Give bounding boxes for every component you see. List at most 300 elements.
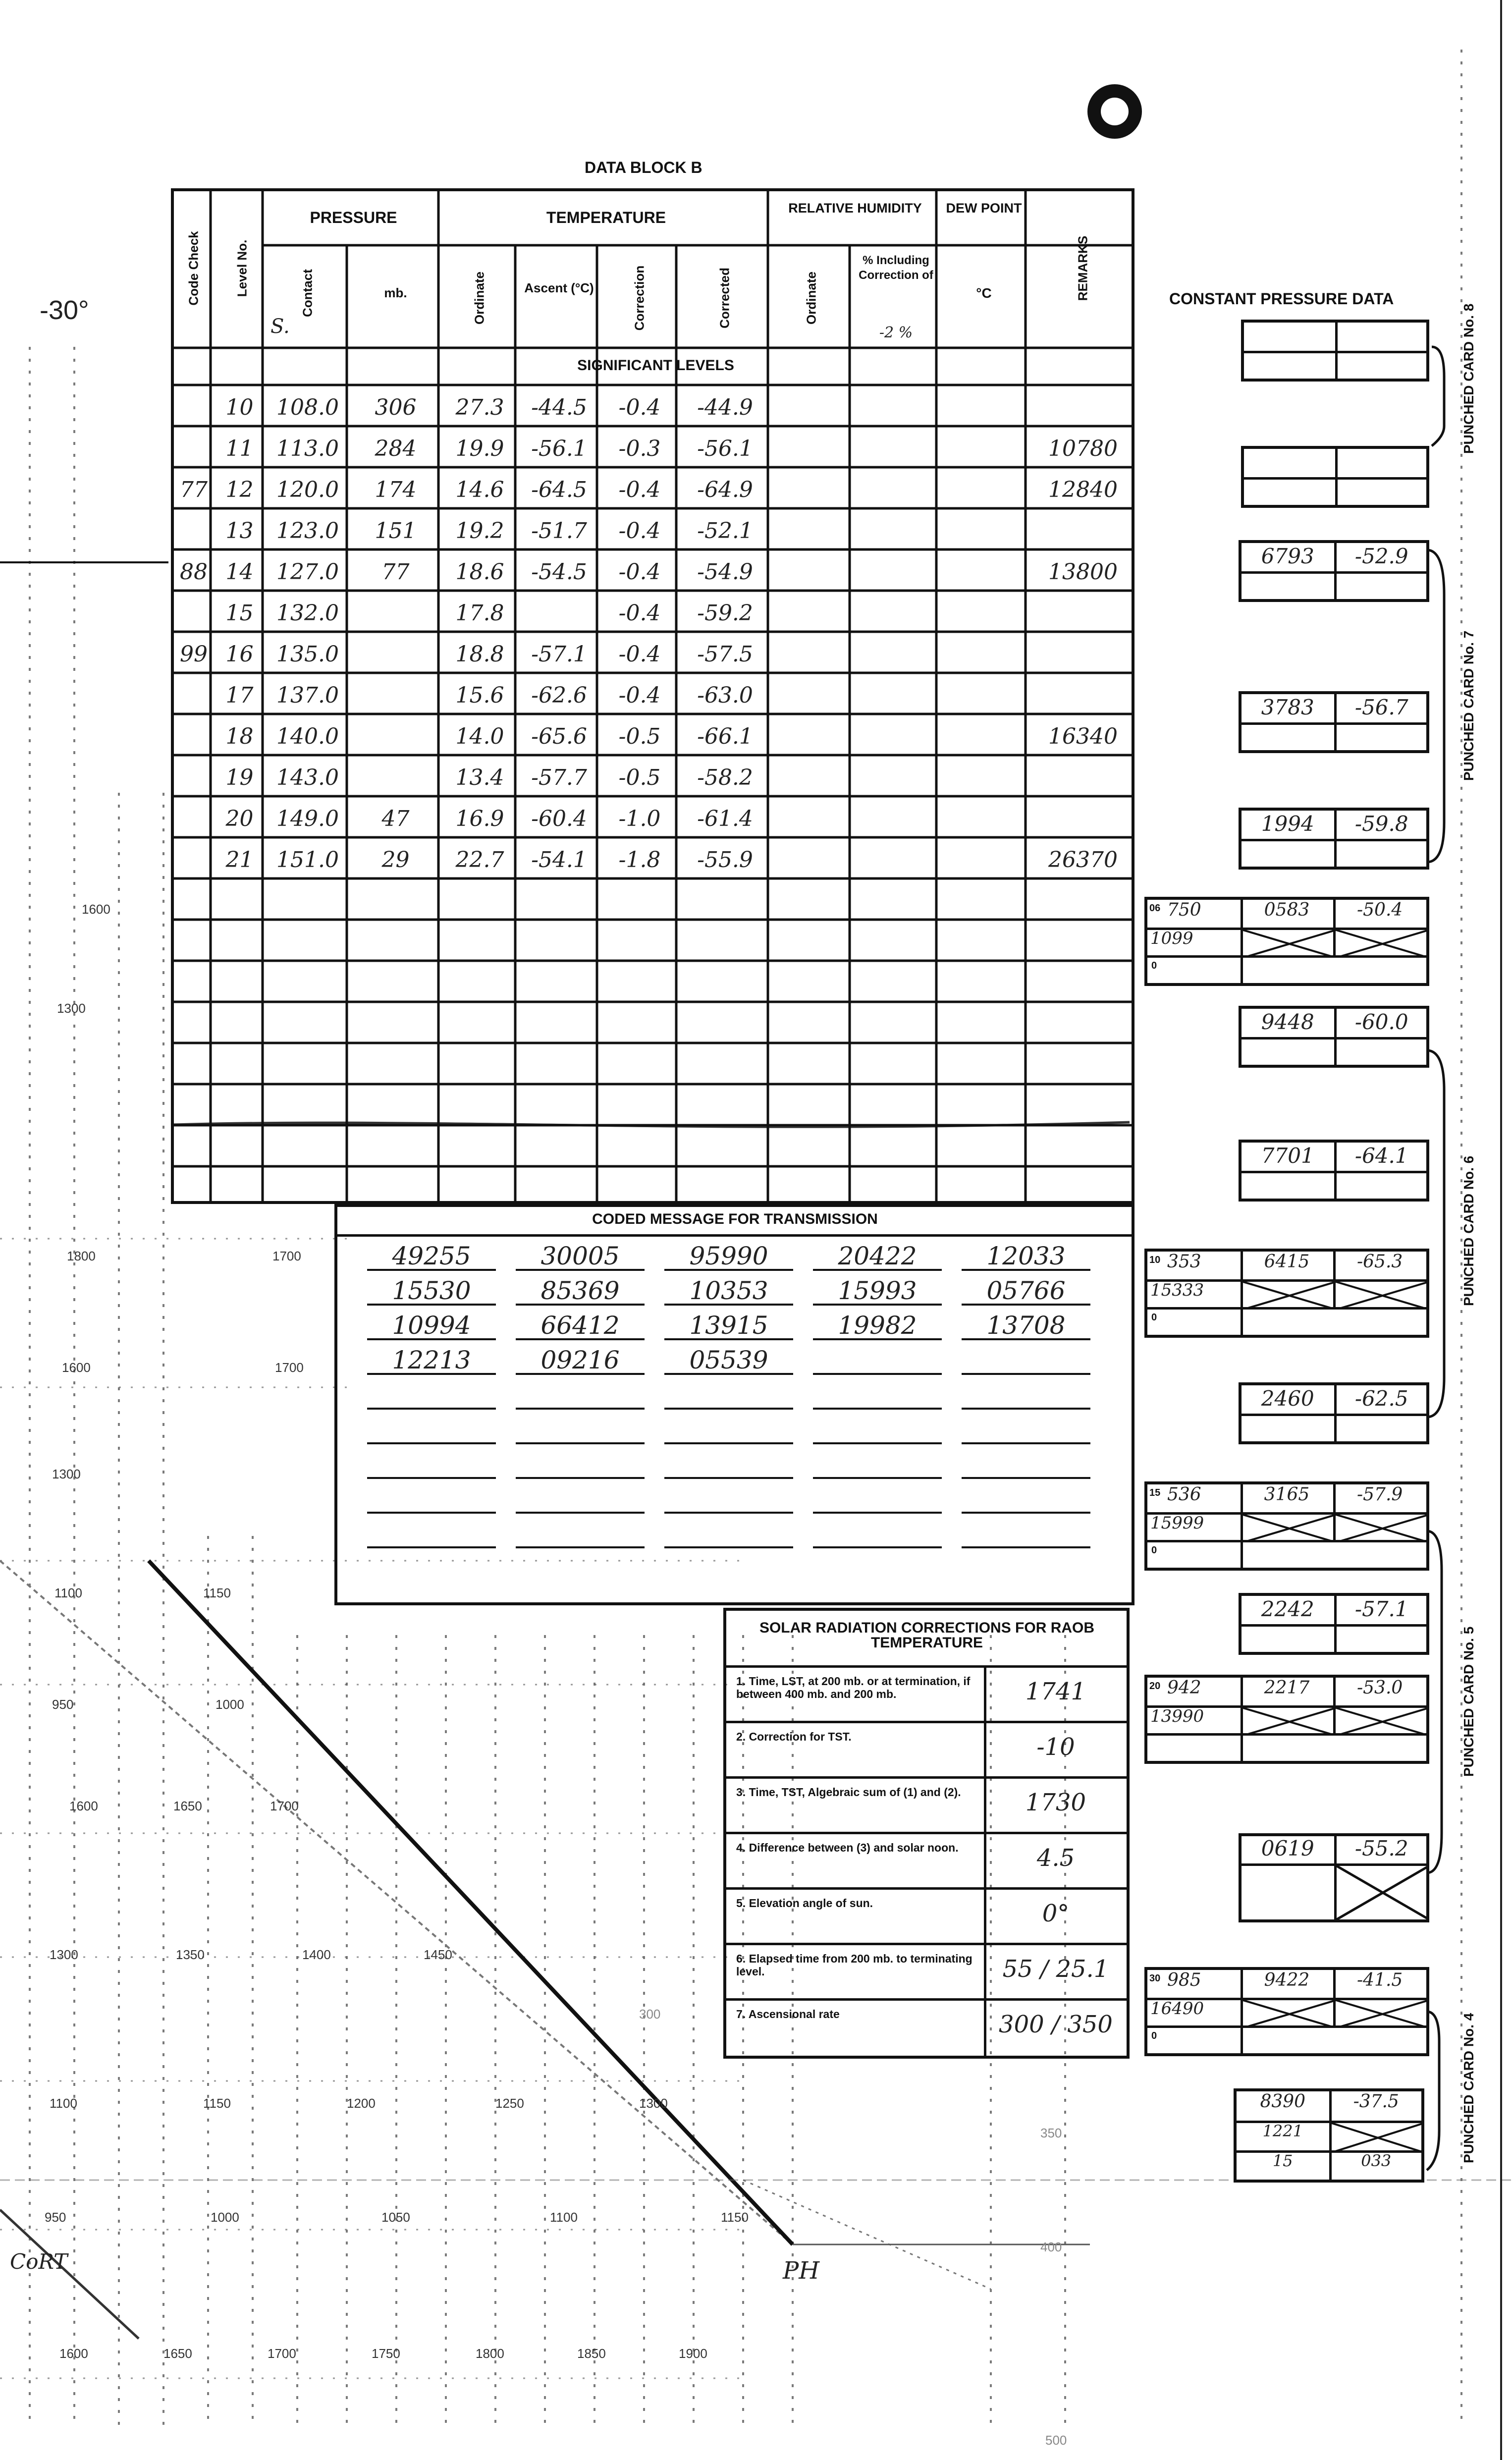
chart-tick: 1150 <box>203 1585 231 1600</box>
coded-line <box>367 1512 496 1514</box>
chart-tick: 1700 <box>268 2346 296 2361</box>
chart-tick: 1700 <box>270 1799 299 1813</box>
coded-line <box>367 1408 496 1410</box>
table-row <box>174 552 1137 594</box>
coded-group: 09216 <box>540 1346 620 1374</box>
cp-zero: 0 <box>1151 2030 1157 2041</box>
header-code-check: Code Check <box>186 231 201 306</box>
solar-row-label: 6. Elapsed time from 200 mb. to terminating level. <box>736 1952 972 1978</box>
chart-side-number: 400 <box>1040 2240 1062 2254</box>
constant-pressure-box <box>1239 1006 1429 1068</box>
table-row <box>174 840 1137 881</box>
cp-right-value: -56.7 <box>1354 695 1408 719</box>
cell-level: 10 <box>225 395 254 420</box>
cp-cross-icon <box>1243 930 1429 958</box>
cell-ordinate: 18.6 <box>455 559 504 585</box>
constant-pressure-title: CONSTANT PRESSURE DATA <box>1169 290 1394 308</box>
header-corrected: Corrected <box>717 268 732 328</box>
cell-level: 13 <box>225 518 254 544</box>
chart-tick: 1250 <box>495 2096 524 2111</box>
cell-corrected: -56.1 <box>697 436 753 461</box>
coded-line <box>813 1477 942 1479</box>
cell-ordinate: 13.4 <box>455 765 504 790</box>
chart-tick: 1700 <box>272 1249 301 1263</box>
cell-contact: 132.0 <box>276 601 339 626</box>
cell-level: 11 <box>225 436 254 461</box>
cell-ascent: -65.6 <box>531 724 587 749</box>
chart-tick: 1100 <box>550 2210 578 2225</box>
chart-tick: 1900 <box>679 2346 707 2361</box>
coded-group: 13915 <box>689 1311 768 1340</box>
cell-contact: 108.0 <box>276 395 339 420</box>
cell-corrected: -64.9 <box>697 477 753 502</box>
coded-line <box>962 1512 1090 1514</box>
solar-row <box>726 1832 1127 1887</box>
chart-tick: 1350 <box>176 1947 205 1962</box>
coded-group: 05539 <box>689 1346 768 1374</box>
cp-sub-value: 16490 <box>1150 1999 1204 2019</box>
cell-corrected: -61.4 <box>697 806 753 831</box>
solar-row-value: 300 / 350 <box>999 2011 1113 2038</box>
chart-tick: 1050 <box>381 2210 410 2225</box>
coded-line <box>516 1512 645 1514</box>
coded-group: 12033 <box>986 1242 1066 1270</box>
cell-ascent: -60.4 <box>531 806 587 831</box>
cell-correction: -0.4 <box>618 642 661 667</box>
cell-contact: 113.0 <box>276 436 339 461</box>
chart-tick: 1300 <box>639 2096 668 2111</box>
header-rh-ordinate: Ordinate <box>804 272 819 325</box>
cell-corrected: -58.2 <box>697 765 753 790</box>
cp-left-value: 985 <box>1167 1970 1201 1990</box>
table-row <box>174 511 1137 552</box>
solar-row-value: 1730 <box>1025 1789 1086 1816</box>
coded-group: 20422 <box>838 1242 917 1270</box>
cp-code: 10 <box>1149 1255 1161 1265</box>
chart-tick: 1700 <box>275 1360 304 1375</box>
constant-pressure-box <box>1241 320 1429 382</box>
table-row <box>174 594 1137 635</box>
cell-level: 21 <box>225 847 254 873</box>
cell-correction: -0.4 <box>618 395 661 420</box>
punched-card-label-5: PUNCHED CARD No. 5 <box>1461 1626 1476 1777</box>
cell-ordinate: 27.3 <box>455 395 504 420</box>
cell-mb: 284 <box>375 436 417 461</box>
chart-tick: 1000 <box>211 2210 239 2225</box>
cell-mb: 77 <box>381 559 410 585</box>
coded-line <box>813 1546 942 1548</box>
cp-sub-value: 13990 <box>1150 1706 1204 1726</box>
coded-line <box>962 1442 1090 1444</box>
coded-line <box>962 1477 1090 1479</box>
data-block-title: DATA BLOCK B <box>585 159 702 176</box>
coded-group: 95990 <box>689 1242 768 1270</box>
solar-row-label: 2. Correction for TST. <box>736 1730 852 1743</box>
cp-cross-icon <box>1337 1866 1429 1919</box>
cell-ordinate: 18.8 <box>455 642 504 667</box>
cp-left-value: 2460 <box>1261 1386 1314 1411</box>
cell-corrected: -54.9 <box>697 559 753 585</box>
cp-divider-h <box>1242 1171 1426 1173</box>
cp-divider-h <box>1242 1414 1426 1416</box>
coded-line <box>516 1408 645 1410</box>
cell-ascent: -57.1 <box>531 642 587 667</box>
cell-corrected: -55.9 <box>697 847 753 873</box>
cp-divider-h <box>1244 351 1426 353</box>
cp-right-value: -57.9 <box>1356 1484 1403 1505</box>
coded-group: 05766 <box>986 1276 1066 1305</box>
header-pressure: PRESSURE <box>310 209 397 226</box>
chart-tick: 1000 <box>216 1697 244 1712</box>
cp-mid-value: 0583 <box>1264 900 1310 920</box>
cp-left-value: 353 <box>1167 1252 1201 1272</box>
header-contact: Contact <box>300 269 315 317</box>
cp-code: 20 <box>1149 1681 1161 1692</box>
coded-line <box>516 1442 645 1444</box>
chart-side-number: 300 <box>639 2007 661 2022</box>
table-row <box>174 758 1137 799</box>
coded-group: 13708 <box>986 1311 1066 1340</box>
solar-row <box>726 1943 1127 1998</box>
solar-row-value: 55 / 25.1 <box>1002 1955 1109 1983</box>
cell-mb: 29 <box>381 847 410 873</box>
cp-left-value: 536 <box>1167 1484 1201 1505</box>
cp-right-value: -52.9 <box>1354 544 1408 568</box>
header-ascent: Ascent (°C) <box>524 280 594 295</box>
constant-pressure-box <box>1144 1481 1429 1571</box>
cp-divider-h <box>1242 571 1426 574</box>
cell-contact: 151.0 <box>276 847 339 873</box>
chart-tick: 1150 <box>203 2096 231 2111</box>
cell-corrected: -63.0 <box>697 683 753 708</box>
chart-bottom-left-label: CoRT <box>10 2249 68 2274</box>
coded-group: 49255 <box>392 1242 471 1270</box>
chart-tick: 1800 <box>476 2346 504 2361</box>
cell-correction: -1.8 <box>618 847 661 873</box>
cell-correction: -0.4 <box>618 518 661 544</box>
solar-row-label: 7. Ascensional rate <box>736 2008 840 2021</box>
cp-left-value: 942 <box>1167 1678 1201 1698</box>
cell-correction: -0.5 <box>618 765 661 790</box>
cell-mb: 174 <box>375 477 417 502</box>
chart-tick: 1800 <box>67 1249 96 1263</box>
cell-remarks: 13800 <box>1048 559 1118 585</box>
coded-group: 12213 <box>392 1346 471 1374</box>
cp-mid-value: 3165 <box>1264 1484 1310 1505</box>
coded-group: 30005 <box>540 1242 620 1270</box>
cell-contact: 140.0 <box>276 724 339 749</box>
header-mb: mb. <box>384 285 407 300</box>
cp-right-value: -57.1 <box>1354 1596 1408 1621</box>
chart-top-temp-label: -30° <box>40 295 89 325</box>
coded-line <box>516 1477 645 1479</box>
cp-code: 06 <box>1149 903 1161 914</box>
cell-contact: 127.0 <box>276 559 339 585</box>
coded-line <box>367 1546 496 1548</box>
cp-left-value: 2242 <box>1261 1596 1314 1621</box>
contact-prefix: S. <box>270 315 290 338</box>
coded-line <box>367 1477 496 1479</box>
coded-line <box>962 1373 1090 1375</box>
significant-levels-label: SIGNIFICANT LEVELS <box>577 357 734 374</box>
coded-line <box>962 1546 1090 1548</box>
solar-row-label: 3. Time, TST, Algebraic sum of (1) and (2). <box>736 1786 961 1799</box>
solar-row <box>726 1887 1127 1943</box>
chart-tick: 1600 <box>62 1360 91 1375</box>
cell-check: 99 <box>180 642 208 667</box>
cp-cross-icon <box>1243 1515 1429 1542</box>
cp-right-value: -37.5 <box>1353 2091 1399 2112</box>
cell-contact: 137.0 <box>276 683 339 708</box>
cell-level: 20 <box>225 806 254 831</box>
cell-corrected: -57.5 <box>697 642 753 667</box>
chart-ph-label: PH <box>783 2257 820 2285</box>
chart-tick: 1750 <box>372 2346 400 2361</box>
constant-pressure-box <box>1241 446 1429 508</box>
table-row <box>174 635 1137 676</box>
cell-correction: -1.0 <box>618 806 661 831</box>
cp-divider-h <box>1244 477 1426 480</box>
header-correction: Correction <box>632 265 647 331</box>
cell-correction: -0.4 <box>618 477 661 502</box>
cp-cross-icon <box>1243 1282 1429 1310</box>
cp-code: 30 <box>1149 1973 1161 1984</box>
coded-message-title: CODED MESSAGE FOR TRANSMISSION <box>592 1211 878 1227</box>
cell-correction: -0.5 <box>618 724 661 749</box>
cp-right-value: -50.4 <box>1356 900 1403 920</box>
cell-ascent: -62.6 <box>531 683 587 708</box>
coded-line <box>516 1546 645 1548</box>
constant-pressure-box <box>1239 540 1429 602</box>
chart-tick: 1100 <box>54 1585 82 1600</box>
constant-pressure-box <box>1239 1593 1429 1655</box>
header-temperature: TEMPERATURE <box>546 209 666 226</box>
cp-right-value: -53.0 <box>1356 1678 1403 1698</box>
cell-ordinate: 14.0 <box>455 724 504 749</box>
constant-pressure-box <box>1239 1833 1429 1922</box>
cp-left-value: 9448 <box>1261 1009 1314 1034</box>
table-row <box>174 717 1137 758</box>
cp-divider-h <box>1242 722 1426 725</box>
cp-left-value: 8390 <box>1260 2091 1306 2112</box>
data-block-table <box>171 188 1134 1204</box>
coded-group: 85369 <box>540 1276 620 1305</box>
cp-sub-value: 1221 <box>1262 2122 1303 2141</box>
coded-line <box>813 1442 942 1444</box>
coded-line <box>664 1546 793 1548</box>
chart-tick: 950 <box>52 1697 74 1712</box>
cell-ascent: -57.7 <box>531 765 587 790</box>
coded-group: 10353 <box>689 1276 768 1305</box>
header-dew-point: DEW POINT <box>946 201 1022 216</box>
solar-row-value: 4.5 <box>1036 1844 1075 1872</box>
cell-contact: 120.0 <box>276 477 339 502</box>
cell-ordinate: 22.7 <box>455 847 504 873</box>
cp-zero: 0 <box>1151 960 1157 971</box>
coded-group: 10994 <box>392 1311 471 1340</box>
cell-level: 16 <box>225 642 254 667</box>
cell-ordinate: 15.6 <box>455 683 504 708</box>
cp-sub-value: 15333 <box>1150 1280 1204 1300</box>
cell-correction: -0.3 <box>618 436 661 461</box>
solar-row-label: 4. Difference between (3) and solar noon. <box>736 1841 959 1854</box>
cell-corrected: -52.1 <box>697 518 753 544</box>
coded-line <box>664 1512 793 1514</box>
punched-card-label-7: PUNCHED CARD No. 7 <box>1461 630 1476 781</box>
cell-level: 12 <box>225 477 254 502</box>
cp-right-value: -64.1 <box>1354 1143 1408 1168</box>
cell-ordinate: 16.9 <box>455 806 504 831</box>
solar-title: SOLAR RADIATION CORRECTIONS FOR RAOB TEMPERATURE <box>759 1620 1095 1651</box>
chart-tick: 1650 <box>163 2346 192 2361</box>
cell-corrected: -44.9 <box>697 395 753 420</box>
cp-zero: 0 <box>1151 1312 1157 1323</box>
solar-row-value: 1741 <box>1025 1678 1086 1705</box>
chart-tick: 950 <box>45 2210 66 2225</box>
chart-tick: 1300 <box>50 1947 78 1962</box>
solar-row <box>726 1665 1127 1721</box>
coded-message-box <box>334 1204 1134 1605</box>
cell-mb: 306 <box>375 395 417 420</box>
cp-left-value: 750 <box>1167 900 1201 920</box>
solar-radiation-table <box>723 1608 1130 2059</box>
solar-row-label: 1. Time, LST, at 200 mb. or at termination, if between 400 mb. and 200 mb. <box>736 1675 971 1700</box>
cell-ascent: -51.7 <box>531 518 587 544</box>
header-level-no: Level No. <box>234 239 250 297</box>
coded-line <box>813 1512 942 1514</box>
coded-line <box>664 1442 793 1444</box>
cp-mid-value: 2217 <box>1264 1678 1310 1698</box>
cp-divider-h <box>1242 839 1426 841</box>
chart-tick: 1300 <box>52 1467 81 1481</box>
cell-check: 88 <box>180 559 208 585</box>
coded-line <box>664 1477 793 1479</box>
cp-right-value: -55.2 <box>1354 1836 1408 1860</box>
cp-mid-value: 6415 <box>1264 1252 1310 1272</box>
cp-cross-icon <box>1243 1708 1429 1736</box>
coded-line <box>813 1408 942 1410</box>
cp-sub-value: 15999 <box>1150 1513 1204 1533</box>
cell-ascent: -54.5 <box>531 559 587 585</box>
cp-mid-value: 9422 <box>1264 1970 1310 1990</box>
constant-pressure-box <box>1144 897 1429 986</box>
cell-ascent: -56.1 <box>531 436 587 461</box>
header-relative-humidity: RELATIVE HUMIDITY <box>788 201 922 216</box>
cp-cross-icon <box>1332 2123 1424 2152</box>
chart-tick: 1400 <box>302 1947 331 1962</box>
cp-right-value: -62.5 <box>1354 1386 1408 1411</box>
constant-pressure-box <box>1239 808 1429 870</box>
cell-ascent: -44.5 <box>531 395 587 420</box>
cp-sub-value: 033 <box>1361 2151 1392 2170</box>
table-row <box>174 799 1137 840</box>
punched-card-label-8: PUNCHED CARD No. 8 <box>1461 303 1476 454</box>
chart-tick: 1300 <box>57 1001 86 1016</box>
cp-right-value: -41.5 <box>1356 1970 1403 1990</box>
solar-row <box>726 1998 1127 2054</box>
cell-correction: -0.4 <box>618 601 661 626</box>
constant-pressure-box <box>1144 1249 1429 1338</box>
cell-ordinate: 17.8 <box>455 601 504 626</box>
coded-group: 15993 <box>838 1276 917 1305</box>
cp-sub-value: 1099 <box>1150 929 1193 948</box>
cell-check: 77 <box>180 477 208 502</box>
table-row <box>174 470 1137 511</box>
cell-ordinate: 19.9 <box>455 436 504 461</box>
cell-ordinate: 14.6 <box>455 477 504 502</box>
cp-right-value: -65.3 <box>1356 1252 1403 1272</box>
cell-contact: 135.0 <box>276 642 339 667</box>
cell-contact: 143.0 <box>276 765 339 790</box>
cell-corrected: -66.1 <box>697 724 753 749</box>
chart-tick: 1450 <box>424 1947 452 1962</box>
cp-code: 15 <box>1149 1487 1161 1498</box>
constant-pressure-box <box>1234 2088 1424 2183</box>
coded-line <box>962 1408 1090 1410</box>
header-rh-including-value: -2 % <box>879 324 913 341</box>
header-dew-unit: °C <box>976 285 992 301</box>
chart-side-number: 350 <box>1040 2126 1062 2140</box>
chart-tick: 1650 <box>173 1799 202 1813</box>
cell-mb: 47 <box>381 806 410 831</box>
chart-tick: 1850 <box>577 2346 606 2361</box>
solar-row-label: 5. Elevation angle of sun. <box>736 1897 873 1910</box>
table-row <box>174 388 1137 429</box>
header-rh-including: % Including Correction of <box>859 254 933 282</box>
table-row <box>174 429 1137 470</box>
cp-right-value: -59.8 <box>1354 811 1408 836</box>
cp-left-value: 0619 <box>1261 1836 1314 1860</box>
cell-ordinate: 19.2 <box>455 518 504 544</box>
cell-remarks: 26370 <box>1048 847 1118 873</box>
coded-group: 15530 <box>392 1276 471 1305</box>
cp-right-value: -60.0 <box>1354 1009 1408 1034</box>
cp-divider-h <box>1242 1037 1426 1039</box>
cp-cross-icon <box>1243 2000 1429 2028</box>
cell-mb: 151 <box>375 518 417 544</box>
cp-left-value: 1994 <box>1261 811 1314 836</box>
cp-left-value: 7701 <box>1261 1143 1314 1168</box>
solar-row-value: -10 <box>1036 1733 1075 1761</box>
solar-row <box>726 1721 1127 1776</box>
punched-card-label-4: PUNCHED CARD No. 4 <box>1461 2013 1476 2163</box>
coded-group: 19982 <box>838 1311 917 1340</box>
constant-pressure-box <box>1144 1675 1429 1764</box>
cp-left-value: 3783 <box>1261 695 1314 719</box>
coded-line <box>664 1408 793 1410</box>
header-ordinate: Ordinate <box>472 272 487 325</box>
chart-tick: 1600 <box>59 2346 88 2361</box>
cell-remarks: 10780 <box>1048 436 1118 461</box>
chart-tick: 1600 <box>82 902 110 917</box>
header-remarks: REMARKS <box>1075 235 1090 301</box>
constant-pressure-box <box>1239 1382 1429 1444</box>
cell-correction: -0.4 <box>618 559 661 585</box>
cell-ascent: -64.5 <box>531 477 587 502</box>
cell-correction: -0.4 <box>618 683 661 708</box>
constant-pressure-box <box>1144 1967 1429 2056</box>
chart-tick: 1150 <box>721 2210 749 2225</box>
cell-level: 18 <box>225 724 254 749</box>
constant-pressure-box <box>1239 1140 1429 1202</box>
chart-side-number: 500 <box>1045 2433 1067 2448</box>
cell-level: 15 <box>225 601 254 626</box>
coded-line <box>367 1442 496 1444</box>
coded-group: 66412 <box>540 1311 620 1340</box>
chart-tick: 1600 <box>69 1799 98 1813</box>
cell-contact: 149.0 <box>276 806 339 831</box>
cp-divider-h <box>1242 1624 1426 1627</box>
